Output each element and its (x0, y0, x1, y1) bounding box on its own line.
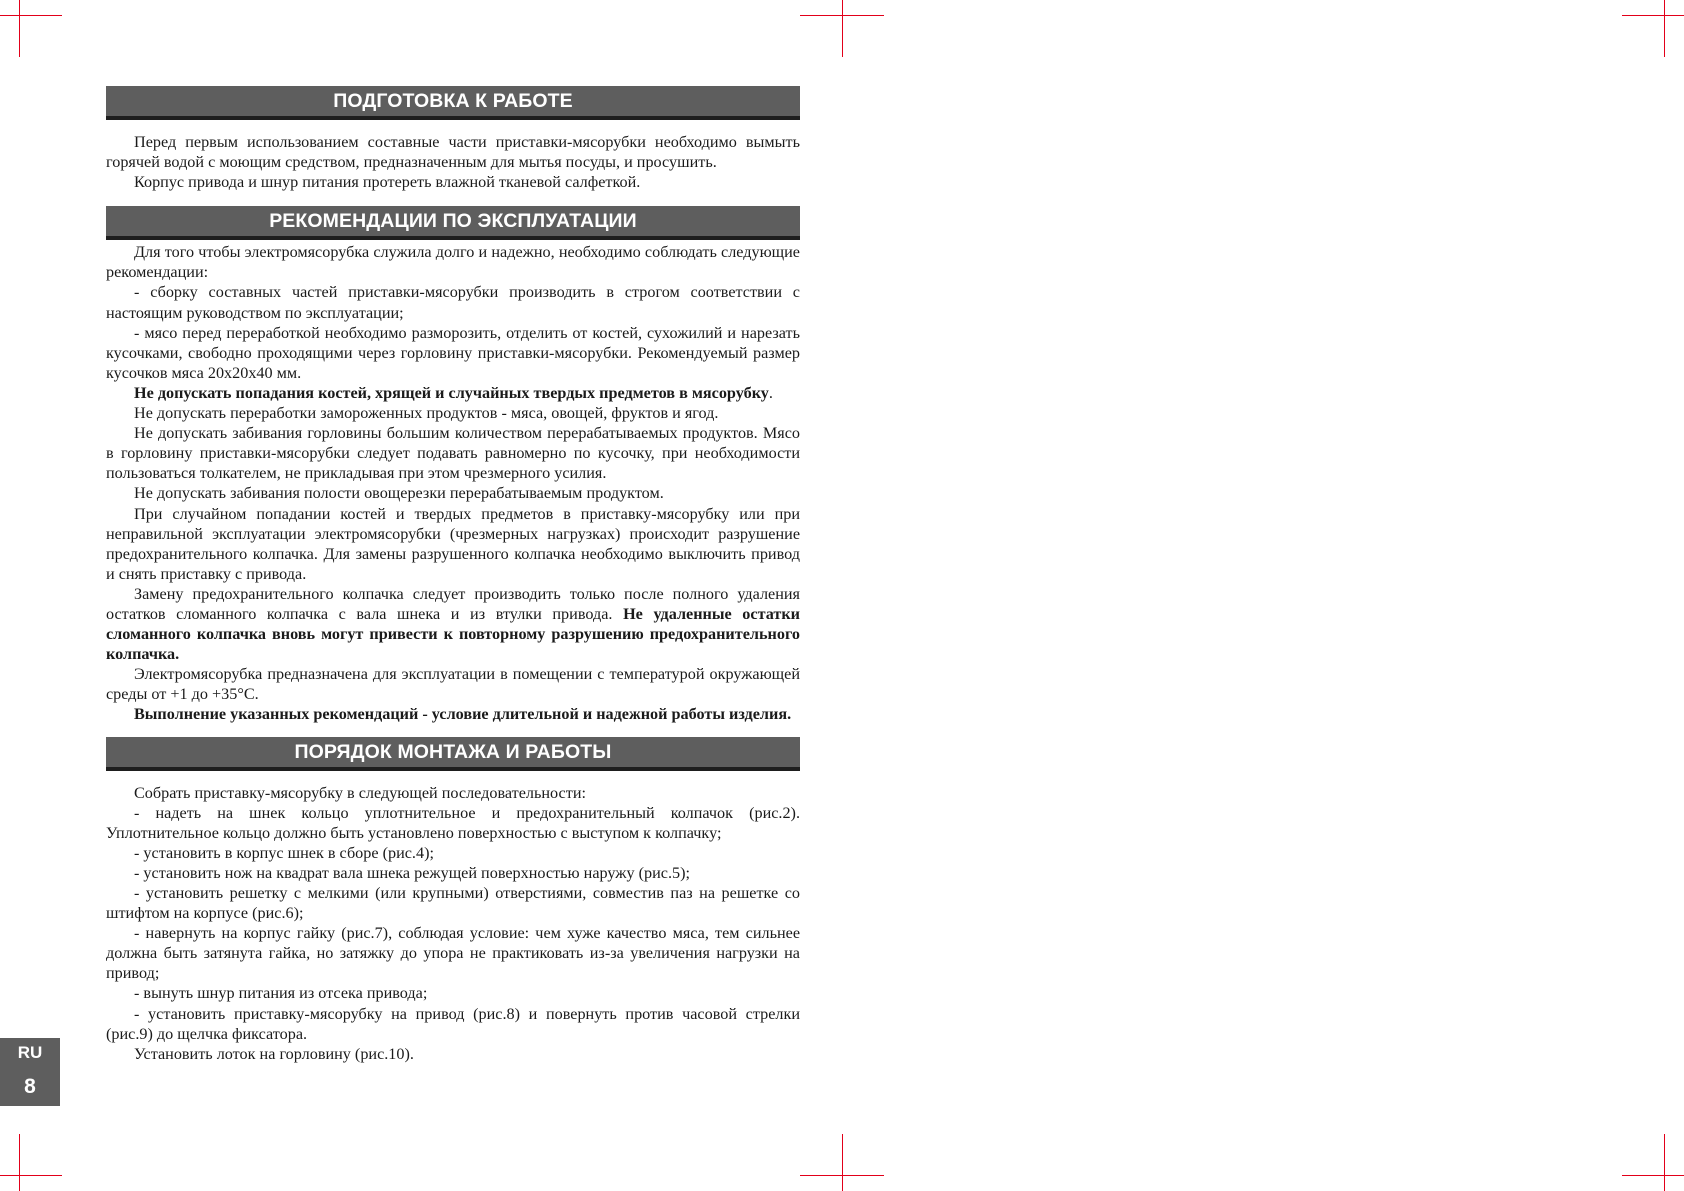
crop-mark (0, 15, 62, 16)
section-body-assembly (106, 783, 800, 1064)
paragraph: Не допускать забивания горловины большим количеством перерабатываемых продуктов. Мясо в горловину приставки-мясорубки следует подавать равномерно по кусочку, при необходимости пользоваться толкателем, не прикладывая при этом чрезмерного усилия. (106, 424, 800, 483)
page-number: 8 (24, 1075, 36, 1098)
page-badge (0, 1038, 60, 1106)
page-content (106, 86, 800, 1064)
crop-mark (1622, 1175, 1684, 1176)
section-header-recommendations: РЕКОМЕНДАЦИИ ПО ЭКСПЛУАТАЦИИ (106, 206, 800, 240)
paragraph: Собрать приставку-мясорубку в следующей последовательности: (134, 783, 586, 802)
paragraph: - сборку составных частей приставки-мясорубки производить в строгом соответствии с настоящим руководством по эксплуатации; (106, 283, 800, 322)
paragraph: Перед первым использованием составные части приставки-мясорубки необходимо вымыть горячей водой с моющим средством, предназначенным для мытья посуды, и просушить. (106, 133, 800, 172)
crop-mark (1664, 1134, 1665, 1191)
section-body-preparation (106, 132, 800, 192)
paragraph: Установить лоток на горловину (рис.10). (134, 1044, 414, 1063)
section-body-recommendations (106, 242, 800, 724)
paragraph-mixed (106, 584, 800, 664)
paragraph-warning (106, 383, 800, 403)
list-item: - установить приставку-мясорубку на привод (рис.8) и повернуть против часовой стрелки (рис.9) до щелчка фиксатора. (106, 1004, 800, 1043)
paragraph: Для того чтобы электромясорубка служила долго и надежно, необходимо соблюдать следующие рекомендации: (106, 243, 800, 282)
crop-mark (1664, 0, 1665, 57)
list-item: - вынуть шнур питания из отсека привода; (134, 984, 428, 1003)
list-item: - надеть на шнек кольцо уплотнительное и предохранительный колпачок (рис.2). Уплотнительное кольцо должно быть установлено поверхностью с выступом к колпачку; (106, 803, 800, 842)
crop-mark (19, 1134, 20, 1191)
bold-warning: Не допускать попадания костей, хрящей и случайных твердых предметов в мясорубку (134, 383, 769, 402)
paragraph: Не допускать переработки замороженных продуктов - мяса, овощей, фруктов и ягод. (134, 404, 719, 423)
list-item: - навернуть на корпус гайку (рис.7), соблюдая условие: чем хуже качество мяса, тем сильнее должна быть затянута гайка, но затяжку до упора не практиковать из-за увеличения нагрузки на привод; (106, 924, 800, 983)
paragraph: Не допускать забивания полости овощерезки перерабатываемым продуктом. (134, 484, 664, 503)
paragraph: - мясо перед переработкой необходимо разморозить, отделить от костей, сухожилий и нарезать кусочками, свободно проходящими через горловину приставки-мясорубки. Рекомендуемый размер кусочков мяса 20x20x40 мм. (106, 323, 800, 382)
section-header-assembly: ПОРЯДОК МОНТАЖА И РАБОТЫ (106, 737, 800, 771)
list-item: - установить в корпус шнек в сборе (рис.4); (134, 843, 434, 862)
paragraph: Корпус привода и шнур питания протереть влажной тканевой салфеткой. (134, 173, 641, 192)
language-code: RU (17, 1043, 43, 1062)
bold-warning: Не удаленные остатки сломанного колпачка вновь могут привести к повторному разрушению предохранительного колпачка. (106, 604, 800, 664)
crop-mark (842, 0, 843, 57)
list-item: - установить нож на квадрат вала шнека режущей поверхностью наружу (рис.5); (134, 863, 690, 882)
crop-mark (19, 0, 20, 57)
crop-mark (842, 1134, 843, 1191)
crop-mark (0, 1175, 62, 1176)
paragraph: При случайном попадании костей и твердых предметов в приставку-мясорубку или при неправильной эксплуатации электромясорубки (чрезмерных нагрузках) происходит разрушение предохранительного колпачка. Для замены разрушенного колпачка необходимо выключить привод и снять приставку с привода. (106, 504, 800, 583)
list-item: - установить решетку с мелкими (или крупными) отверстиями, совместив паз на решетке со штифтом на корпусе (рис.6); (106, 884, 800, 923)
section-header-preparation: ПОДГОТОВКА К РАБОТЕ (106, 86, 800, 120)
crop-mark (1622, 15, 1684, 16)
paragraph: Электромясорубка предназначена для эксплуатации в помещении с температурой окружающей среды от +1 до +35°С. (106, 665, 800, 704)
text-run: Замену предохранительного колпачка следует производить только после полного удаления остатков сломанного колпачка с вала шнека и из втулки привода. (106, 584, 800, 623)
punctuation: . (768, 383, 773, 402)
paragraph-conclusion: Выполнение указанных рекомендаций - условие длительной и надежной работы изделия. (134, 705, 792, 724)
